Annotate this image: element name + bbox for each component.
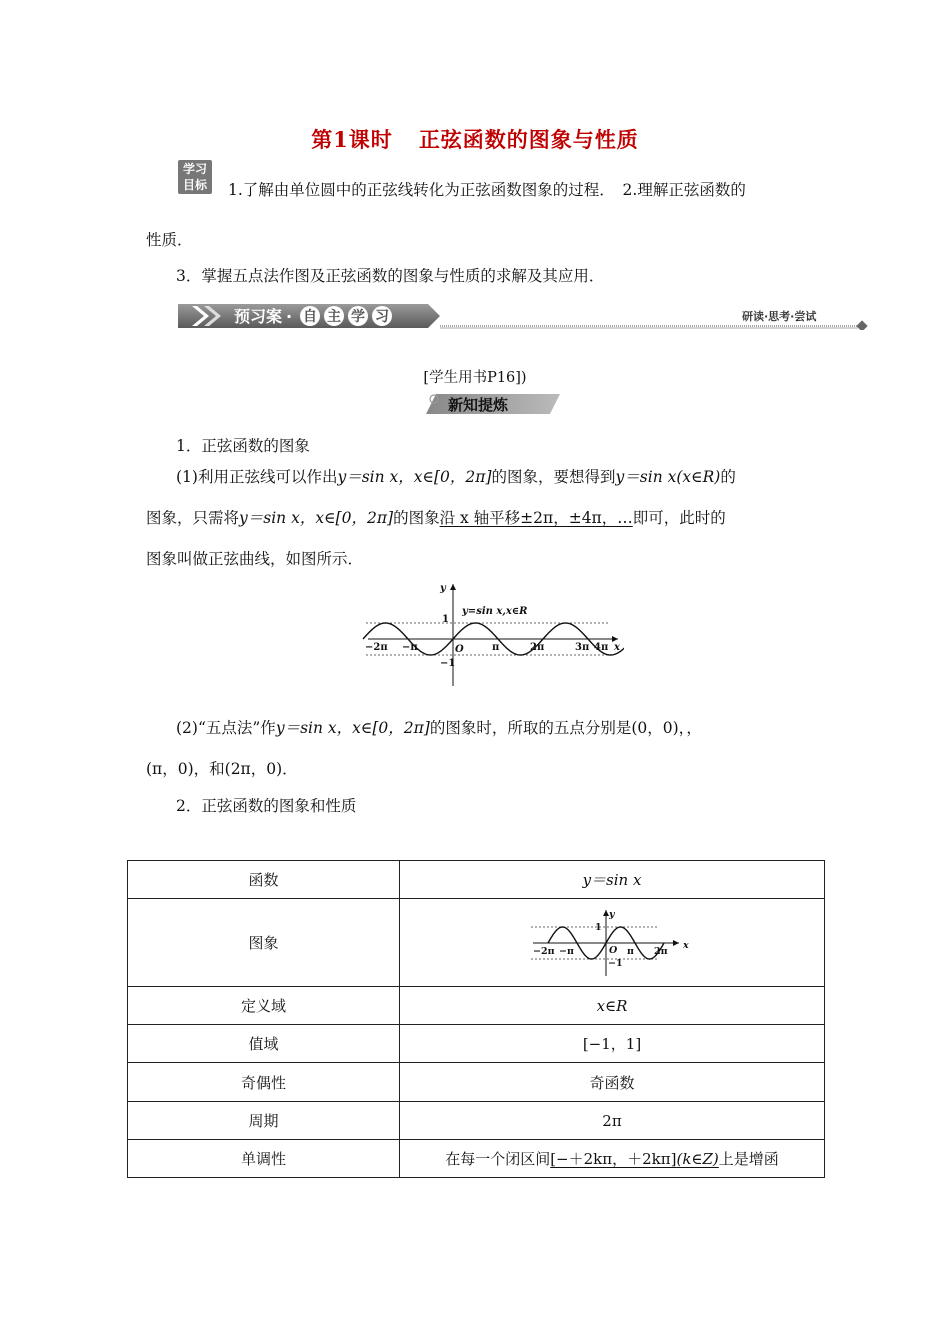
y-tick-neg1: −1 bbox=[440, 658, 456, 669]
table-row bbox=[128, 1140, 825, 1178]
banner-char-1: 自 bbox=[303, 309, 317, 325]
table-key: 定义域 bbox=[128, 987, 400, 1025]
table-key: 单调性 bbox=[128, 1140, 400, 1178]
curve-label: y=sin x,x∈R bbox=[462, 606, 528, 617]
table-value: y＝sin x bbox=[400, 861, 825, 899]
y-tick-neg1: −1 bbox=[608, 957, 623, 969]
sine-curve-figure bbox=[362, 582, 624, 688]
x-tick: −2π bbox=[365, 642, 388, 653]
x-axis-arrow-icon bbox=[673, 940, 679, 946]
banner-char-4: 习 bbox=[375, 309, 389, 325]
table-value: 2π bbox=[400, 1102, 825, 1140]
banner-char-3: 学 bbox=[351, 309, 365, 325]
table-key: 函数 bbox=[128, 861, 400, 899]
y-tick-1: 1 bbox=[595, 921, 602, 933]
y-axis-arrow-icon bbox=[450, 584, 456, 590]
answer-blank: [−＋2kπ，＋2kπ](k∈Z) bbox=[550, 1150, 719, 1168]
x-tick: 2π bbox=[530, 642, 545, 653]
table-row bbox=[128, 1025, 825, 1063]
table-value: 在每一个闭区间[−＋2kπ，＋2kπ](k∈Z)上是增函 bbox=[400, 1140, 825, 1178]
x-tick: 4π bbox=[594, 642, 609, 653]
y-axis-label: y bbox=[609, 908, 615, 920]
lesson-topic: 正弦函数的图象与性质 bbox=[418, 127, 639, 152]
learning-goals-badge bbox=[178, 160, 212, 194]
banner-char-2: 主 bbox=[327, 309, 341, 325]
badge-line-2: 目标 bbox=[182, 178, 207, 192]
table-key: 值域 bbox=[128, 1025, 400, 1063]
section-tag bbox=[426, 392, 560, 416]
banner-left-label: 预习案 bbox=[234, 307, 283, 326]
table-value: x∈R bbox=[400, 987, 825, 1025]
x-tick: π bbox=[627, 945, 634, 957]
table-row bbox=[128, 1102, 825, 1140]
objective-line-1-cont: 性质． bbox=[146, 231, 193, 249]
section-1-para-3: 图象叫做正弦曲线，如图所示． bbox=[146, 550, 364, 568]
section-2-heading: 2．正弦函数的图象和性质 bbox=[176, 797, 357, 815]
table-value: 奇函数 bbox=[400, 1063, 825, 1102]
x-tick: π bbox=[492, 642, 500, 653]
table-key: 周期 bbox=[128, 1102, 400, 1140]
section-1-para-2: 图象，只需将y＝sin x，x∈[0，2π]的图象沿 x 轴平移±2π，±4π，…即可，此时的 bbox=[146, 509, 726, 527]
banner-right-label: 研读·思考·尝试 bbox=[742, 310, 817, 323]
x-tick: −π bbox=[402, 642, 418, 653]
y-axis-label: y bbox=[440, 583, 446, 594]
table-key: 图象 bbox=[128, 899, 400, 987]
badge-line-1: 学习 bbox=[182, 162, 207, 176]
answer-blank: 沿 x 轴平移±2π，±4π，… bbox=[439, 509, 633, 527]
table-value-graph bbox=[400, 899, 825, 987]
banner-dot: · bbox=[286, 307, 293, 326]
y-tick-1: 1 bbox=[442, 614, 449, 625]
properties-table bbox=[127, 860, 825, 1178]
section-tag-label: 新知提炼 bbox=[448, 396, 509, 414]
sine-graph-small bbox=[529, 908, 695, 978]
five-point-para-2: (π，0)，和(2π，0)． bbox=[146, 760, 298, 778]
table-value: [−1，1] bbox=[400, 1025, 825, 1063]
table-row bbox=[128, 899, 825, 987]
page-title bbox=[0, 124, 950, 154]
five-point-para-1: (2)“五点法”作y＝sin x，x∈[0，2π]的图象时，所取的五点分别是(0，0)，， bbox=[176, 719, 702, 737]
x-tick-origin: O bbox=[455, 644, 464, 655]
x-tick: −π bbox=[559, 945, 574, 957]
source-reference: [学生用书P16]) bbox=[423, 370, 527, 386]
lesson-number: 第1课时 bbox=[311, 127, 393, 152]
objective-line-1: 1.了解由单位圆中的正弦线转化为正弦函数图象的过程． 2.理解正弦函数的 bbox=[228, 181, 746, 199]
x-axis-label: x bbox=[683, 939, 689, 951]
x-tick: 3π bbox=[575, 642, 590, 653]
table-row bbox=[128, 861, 825, 899]
x-axis-label: x bbox=[614, 642, 620, 653]
section-1-para-1: (1)利用正弦线可以作出y＝sin x，x∈[0，2π]的图象，要想得到y＝sin x(x∈R)的 bbox=[176, 468, 736, 486]
table-key: 奇偶性 bbox=[128, 1063, 400, 1102]
table-row bbox=[128, 1063, 825, 1102]
x-tick-origin: O bbox=[609, 944, 618, 956]
x-tick: 2π bbox=[654, 945, 668, 957]
section-1-heading: 1．正弦函数的图象 bbox=[176, 437, 310, 455]
x-tick: −2π bbox=[533, 945, 555, 957]
table-row bbox=[128, 987, 825, 1025]
objective-line-2: 3．掌握五点法作图及正弦函数的图象与性质的求解及其应用． bbox=[176, 267, 605, 285]
preview-banner bbox=[178, 302, 868, 330]
